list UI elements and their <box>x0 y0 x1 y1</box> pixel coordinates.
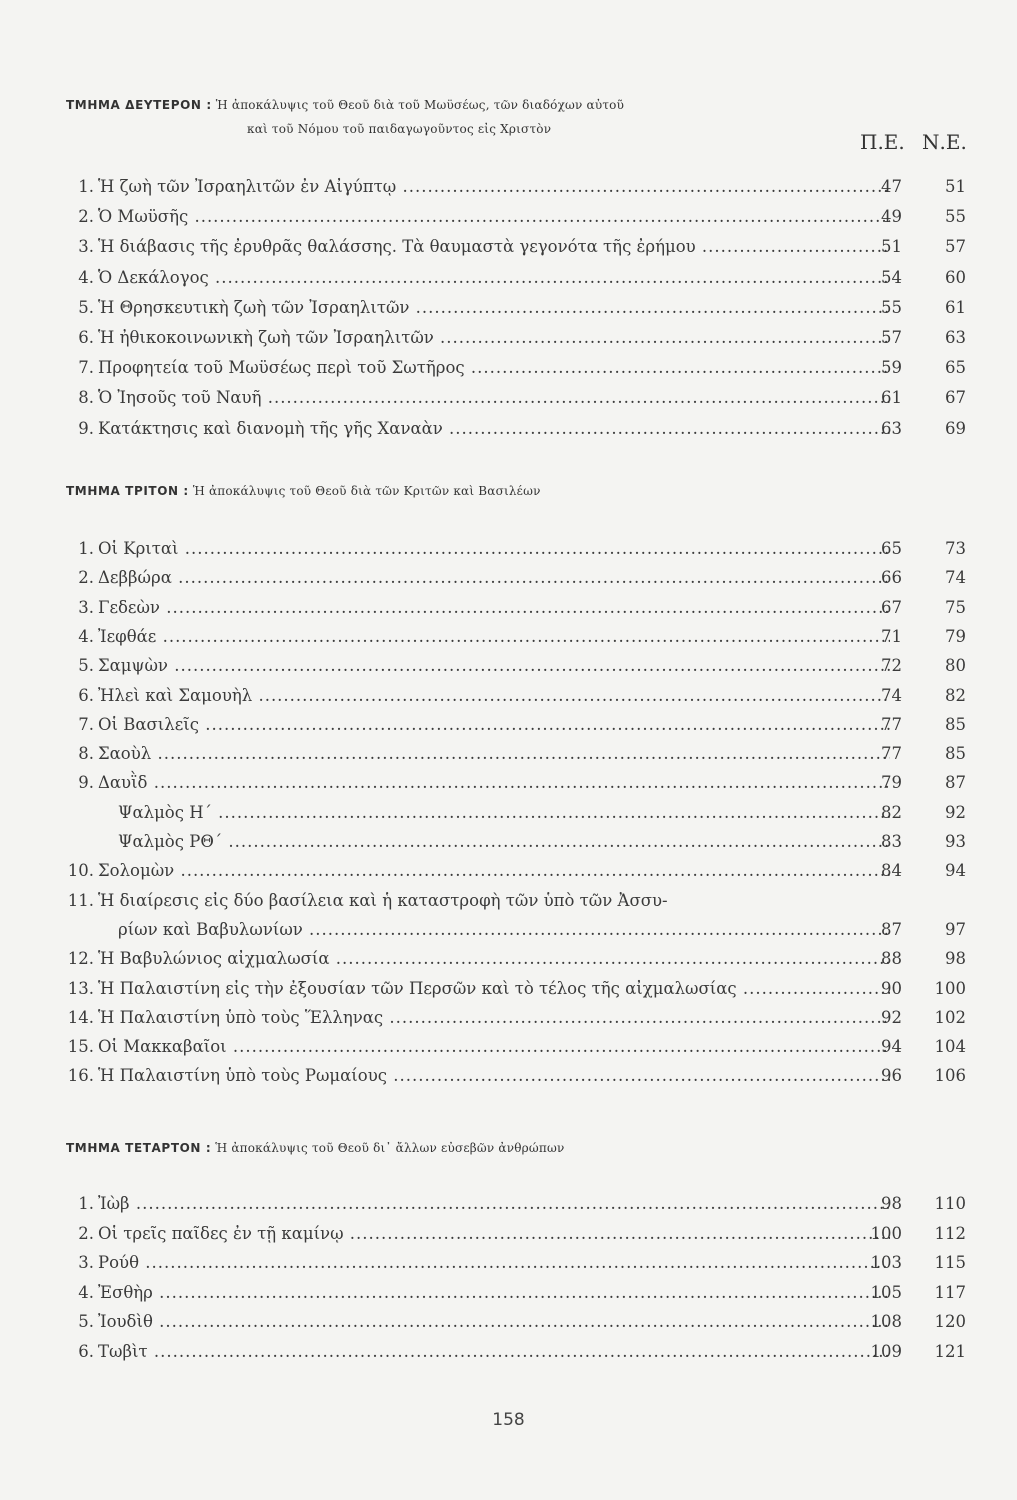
entry-page-ne: 87 <box>945 773 966 793</box>
entry-page-ne: 85 <box>945 744 966 764</box>
toc-entry <box>60 975 970 1003</box>
entry-page-ne: 102 <box>934 1007 966 1027</box>
entry-number: 15. <box>67 1037 94 1057</box>
entry-page-pe: 61 <box>881 388 902 408</box>
entry-number: 1. <box>78 1194 94 1213</box>
section-3-desc: Ἡ ἀποκάλυψις τοῦ Θεοῦ διὰ τῶν Κριτῶν καὶ Βασιλέων <box>192 484 541 498</box>
entry-page-pe: 72 <box>881 656 902 676</box>
entry-page-pe: 67 <box>881 597 902 617</box>
section-4-header <box>66 1141 966 1155</box>
toc-entry <box>60 652 970 680</box>
toc-entry <box>60 1190 970 1218</box>
entry-title: Οἱ Μακκαβαῖοι ..... <box>98 1033 890 1061</box>
entry-page-pe: 47 <box>881 177 902 196</box>
entry-page-pe: 65 <box>881 539 902 558</box>
entry-title: Ἰὼβ ..... <box>98 1190 890 1218</box>
entry-page-ne: 120 <box>934 1312 966 1331</box>
toc-entry <box>60 233 970 261</box>
entry-page-ne: 73 <box>945 539 966 558</box>
entry-page-pe: 83 <box>881 832 902 851</box>
entry-page-ne: 75 <box>945 597 966 617</box>
entry-page-pe: 87 <box>881 919 902 939</box>
entry-title: Ἐσθὴρ ..... <box>98 1279 890 1307</box>
toc-entry <box>60 916 970 944</box>
toc-entry <box>60 354 970 382</box>
entry-page-pe: 77 <box>881 744 902 764</box>
entry-number: 6. <box>78 328 94 347</box>
page-number: 158 <box>492 1410 525 1430</box>
entry-page-ne: 79 <box>945 626 966 646</box>
entry-number: 10. <box>67 861 94 881</box>
entry-page-ne: 74 <box>945 568 966 588</box>
entry-page-ne: 85 <box>945 714 966 734</box>
toc-entry <box>60 1338 970 1366</box>
entry-title: Ἡ διαίρεσις εἰς δύο βασίλεια καὶ ἡ καταστροφὴ τῶν ὑπὸ τῶν Ἀσσυ- <box>98 890 668 910</box>
entry-title: Προφητεία τοῦ Μωϋσέως περὶ τοῦ Σωτῆρος ..... <box>98 354 890 382</box>
entry-title: Ψαλμὸς ΡΘ΄ ..... <box>118 828 890 856</box>
entry-number: 1. <box>78 539 94 558</box>
entry-title: Ὁ Μωϋσῆς ..... <box>98 203 890 231</box>
entry-page-pe: 59 <box>881 358 902 378</box>
entry-page-pe: 74 <box>881 685 902 705</box>
entry-page-ne: 80 <box>945 656 966 676</box>
section-3-label: ΤΜΗΜΑ ΤΡΙΤΟΝ : <box>66 484 189 498</box>
entry-page-pe: 55 <box>881 297 902 317</box>
entry-page-ne: 65 <box>945 358 966 378</box>
toc-entry <box>60 384 970 412</box>
toc-entry <box>60 173 970 201</box>
entry-page-ne: 93 <box>945 832 966 851</box>
entry-title: ρίων καὶ Βαβυλωνίων ..... <box>118 916 890 944</box>
toc-entry <box>60 415 970 443</box>
section-2-desc-line1: Ἡ ἀποκάλυψις τοῦ Θεοῦ διὰ τοῦ Μωϋσέως, τῶν διαδόχων αὐτοῦ <box>215 98 625 112</box>
toc-entry <box>60 1220 970 1248</box>
entry-number: 3. <box>78 597 94 617</box>
entry-title: Οἱ τρεῖς παῖδες ἐν τῇ καμίνῳ ..... <box>98 1220 890 1248</box>
entry-title: Κατάκτησις καὶ διανομὴ τῆς γῆς Χαναὰν ..... <box>98 415 890 443</box>
entry-number: 4. <box>78 1282 94 1302</box>
entry-title: Ἡ Θρησκευτικὴ ζωὴ τῶν Ἰσραηλιτῶν ..... <box>98 294 890 322</box>
entry-page-ne: 55 <box>945 207 966 227</box>
entry-page-pe: 63 <box>881 418 902 438</box>
entry-page-ne: 98 <box>945 949 966 969</box>
entry-page-ne: 106 <box>934 1066 966 1086</box>
section-2-header-line2 <box>247 122 847 136</box>
entry-title: Ἠλεὶ καὶ Σαμουὴλ ..... <box>98 682 890 710</box>
section-2-header <box>66 98 966 112</box>
entry-page-ne: 104 <box>934 1037 966 1057</box>
entry-number: 2. <box>78 1223 94 1243</box>
toc-entry <box>60 711 970 739</box>
entry-page-ne: 94 <box>945 861 966 881</box>
entry-title: Ἰουδὶθ ..... <box>98 1308 890 1336</box>
entry-title: Ὁ Δεκάλογος ..... <box>98 264 890 292</box>
entry-page-pe: 77 <box>881 714 902 734</box>
entry-number: 7. <box>78 358 94 378</box>
entry-title: Ἡ Παλαιστίνη ὑπὸ τοὺς Ρωμαίους ..... <box>98 1062 890 1090</box>
toc-entry <box>60 264 970 292</box>
entry-number: 3. <box>78 1253 94 1272</box>
entry-page-ne: 92 <box>945 802 966 822</box>
entry-title: Οἱ Βασιλεῖς ..... <box>98 711 890 739</box>
section-2-label: ΤΜΗΜΑ ΔΕΥΤΕΡΟΝ : <box>66 98 212 112</box>
entry-number: 2. <box>78 568 94 588</box>
entry-page-ne: 100 <box>934 978 966 998</box>
entry-title: Ψαλμὸς Η΄ ..... <box>118 799 890 827</box>
entry-number: 9. <box>78 418 94 438</box>
toc-entry <box>60 682 970 710</box>
entry-title: Δεββώρα ..... <box>98 564 890 592</box>
toc-entry <box>60 1033 970 1061</box>
entry-number: 1. <box>78 177 94 196</box>
toc-entry <box>60 1249 970 1277</box>
entry-number: 7. <box>78 714 94 734</box>
entry-page-pe: 49 <box>881 207 902 227</box>
toc-entry <box>60 799 970 827</box>
toc-entry <box>60 769 970 797</box>
entry-page-pe: 92 <box>881 1007 902 1027</box>
entry-number: 16. <box>67 1066 94 1086</box>
entry-page-pe: 108 <box>870 1312 902 1331</box>
toc-entry <box>60 1004 970 1032</box>
entry-number: 6. <box>78 685 94 705</box>
entry-page-ne: 110 <box>934 1194 966 1213</box>
toc-entry <box>60 535 970 563</box>
entry-title: Ἡ Παλαιστίνη ὑπὸ τοὺς Ἕλληνας ..... <box>98 1004 890 1032</box>
entry-page-pe: 82 <box>881 802 902 822</box>
entry-page-ne: 117 <box>934 1282 966 1302</box>
entry-number: 14. <box>67 1007 94 1027</box>
entry-page-ne: 97 <box>945 919 966 939</box>
entry-page-pe: 109 <box>870 1341 902 1361</box>
entry-page-ne: 121 <box>934 1341 966 1361</box>
entry-page-ne: 60 <box>945 267 966 287</box>
entry-page-pe: 90 <box>881 978 902 998</box>
entry-number: 12. <box>67 949 94 969</box>
entry-number: 11. <box>67 890 94 910</box>
entry-number: 2. <box>78 207 94 227</box>
entry-title: Ἰεφθάε ..... <box>98 623 890 651</box>
toc-entry <box>60 1308 970 1336</box>
toc-entry <box>60 945 970 973</box>
entry-page-pe: 51 <box>881 237 902 257</box>
toc-entry <box>60 857 970 885</box>
entry-title: Ἡ ἠθικοκοινωνικὴ ζωὴ τῶν Ἰσραηλιτῶν ..... <box>98 324 890 352</box>
entry-page-pe: 88 <box>881 949 902 969</box>
entry-title: Ἡ ζωὴ τῶν Ἰσραηλιτῶν ἐν Αἰγύπτῳ ..... <box>98 173 890 201</box>
entry-page-pe: 94 <box>881 1037 902 1057</box>
entry-page-pe: 57 <box>881 328 902 347</box>
entry-title: Γεδεὼν ..... <box>98 594 890 622</box>
entry-title: Ἡ Παλαιστίνη εἰς τὴν ἐξουσίαν τῶν Περσῶν καὶ τὸ τέλος τῆς αἰχμαλωσίας ..... <box>98 975 890 1003</box>
entry-page-pe: 71 <box>881 626 902 646</box>
column-ne: Ν.Ε. <box>922 130 967 154</box>
entry-number: 9. <box>78 773 94 793</box>
entry-title: Ἡ διάβασις τῆς ἐρυθρᾶς θαλάσσης. Τὰ θαυμαστὰ γεγονότα τῆς ἐρήμου ..... <box>98 233 890 261</box>
entry-page-ne: 61 <box>945 297 966 317</box>
entry-number: 4. <box>78 267 94 287</box>
toc-entry <box>60 203 970 231</box>
entry-page-ne: 67 <box>945 388 966 408</box>
entry-title: Σολομὼν ..... <box>98 857 890 885</box>
entry-title: Σαμψὼν ..... <box>98 652 890 680</box>
toc-entry <box>60 594 970 622</box>
entry-number: 3. <box>78 237 94 257</box>
entry-title: Ἡ Βαβυλώνιος αἰχμαλωσία ..... <box>98 945 890 973</box>
toc-entry <box>60 828 970 856</box>
entry-page-ne: 63 <box>945 328 966 347</box>
entry-page-pe: 96 <box>881 1066 902 1086</box>
entry-title: Οἱ Κριταὶ ..... <box>98 535 890 563</box>
entry-page-pe: 105 <box>870 1282 902 1302</box>
section-2-desc-line2: καὶ τοῦ Νόμου τοῦ παιδαγωγοῦντος εἰς Χριστὸν <box>247 122 552 136</box>
entry-title: Τωβὶτ ..... <box>98 1338 890 1366</box>
column-pe: Π.Ε. <box>860 130 905 154</box>
section-4-desc: Ἡ ἀποκάλυψις τοῦ Θεοῦ δι᾿ ἄλλων εὐσεβῶν ἀνθρώπων <box>215 1141 565 1155</box>
section-3-header <box>66 484 966 498</box>
entry-number: 13. <box>67 978 94 998</box>
entry-number: 5. <box>78 297 94 317</box>
entry-title: Ρούθ ..... <box>98 1249 890 1277</box>
entry-page-ne: 115 <box>934 1253 966 1272</box>
entry-title: Ὁ Ἰησοῦς τοῦ Ναυῆ ..... <box>98 384 890 412</box>
entry-page-ne: 69 <box>945 418 966 438</box>
entry-page-pe: 103 <box>870 1253 902 1272</box>
toc-entry <box>60 740 970 768</box>
entry-title: Δαυῒδ ..... <box>98 769 890 797</box>
entry-number: 5. <box>78 1312 94 1331</box>
entry-number: 4. <box>78 626 94 646</box>
entry-page-ne: 57 <box>945 237 966 257</box>
column-headers <box>860 130 967 154</box>
entry-number: 8. <box>78 388 94 408</box>
toc-entry <box>60 887 970 915</box>
entry-number: 8. <box>78 744 94 764</box>
entry-page-ne: 82 <box>945 685 966 705</box>
entry-page-pe: 54 <box>881 267 902 287</box>
entry-page-pe: 79 <box>881 773 902 793</box>
entry-page-pe: 100 <box>870 1223 902 1243</box>
toc-entry <box>60 564 970 592</box>
entry-number: 5. <box>78 656 94 676</box>
entry-number: 6. <box>78 1341 94 1361</box>
entry-page-pe: 66 <box>881 568 902 588</box>
toc-entry <box>60 324 970 352</box>
entry-page-pe: 84 <box>881 861 902 881</box>
toc-entry <box>60 623 970 651</box>
entry-page-pe: 98 <box>881 1194 902 1213</box>
section-4-label: ΤΜΗΜΑ ΤΕΤΑΡΤΟΝ : <box>66 1141 212 1155</box>
entry-page-ne: 51 <box>945 177 966 196</box>
entry-page-ne: 112 <box>934 1223 966 1243</box>
toc-entry <box>60 1279 970 1307</box>
toc-entry <box>60 294 970 322</box>
toc-entry <box>60 1062 970 1090</box>
entry-title: Σαοὺλ ..... <box>98 740 890 768</box>
